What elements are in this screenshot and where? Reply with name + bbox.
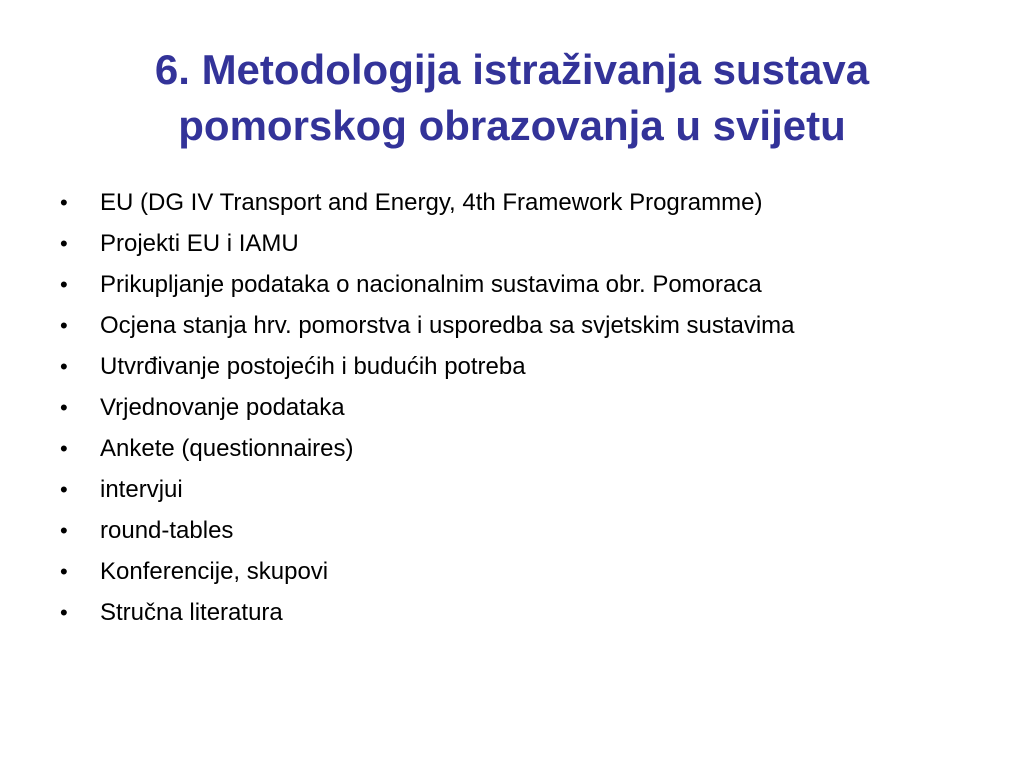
bullet-item <box>60 387 1000 428</box>
bullet-item <box>60 305 1000 346</box>
bullet-icon: • <box>60 518 68 543</box>
bullet-text: Stručna literatura <box>100 599 283 626</box>
bullet-item <box>60 551 1000 592</box>
bullet-text: intervjui <box>100 476 183 503</box>
bullet-icon: • <box>60 395 68 420</box>
bullet-text: round-tables <box>100 517 234 544</box>
bullet-item <box>60 592 1000 633</box>
bullet-text: Konferencije, skupovi <box>100 558 329 585</box>
bullet-text: Ocjena stanja hrv. pomorstva i usporedba sa svjetskim sustavima <box>100 312 795 339</box>
bullet-item <box>60 510 1000 551</box>
bullet-item <box>60 469 1000 510</box>
bullet-icon: • <box>60 559 68 584</box>
bullet-icon: • <box>60 231 68 256</box>
bullet-list <box>60 182 1000 633</box>
bullet-icon: • <box>60 354 68 379</box>
bullet-text: EU (DG IV Transport and Energy, 4th Framework Programme) <box>100 189 763 216</box>
slide-title <box>0 42 1024 154</box>
bullet-text: Utvrđivanje postojećih i budućih potreba <box>100 353 526 380</box>
bullet-item <box>60 223 1000 264</box>
bullet-item <box>60 428 1000 469</box>
bullet-item <box>60 264 1000 305</box>
bullet-text: Prikupljanje podataka o nacionalnim sustavima obr. Pomoraca <box>100 271 762 298</box>
bullet-text: Projekti EU i IAMU <box>100 230 299 257</box>
bullet-text: Vrjednovanje podataka <box>100 394 345 421</box>
bullet-icon: • <box>60 313 68 338</box>
slide-title-line-2: pomorskog obrazovanja u svijetu <box>178 102 846 149</box>
bullet-icon: • <box>60 190 68 215</box>
bullet-item <box>60 182 1000 223</box>
bullet-icon: • <box>60 600 68 625</box>
bullet-icon: • <box>60 436 68 461</box>
slide-title-line-1: 6. Metodologija istraživanja sustava <box>154 46 870 93</box>
bullet-icon: • <box>60 477 68 502</box>
bullet-text: Ankete (questionnaires) <box>100 435 354 462</box>
bullet-icon: • <box>60 272 68 297</box>
bullet-item <box>60 346 1000 387</box>
